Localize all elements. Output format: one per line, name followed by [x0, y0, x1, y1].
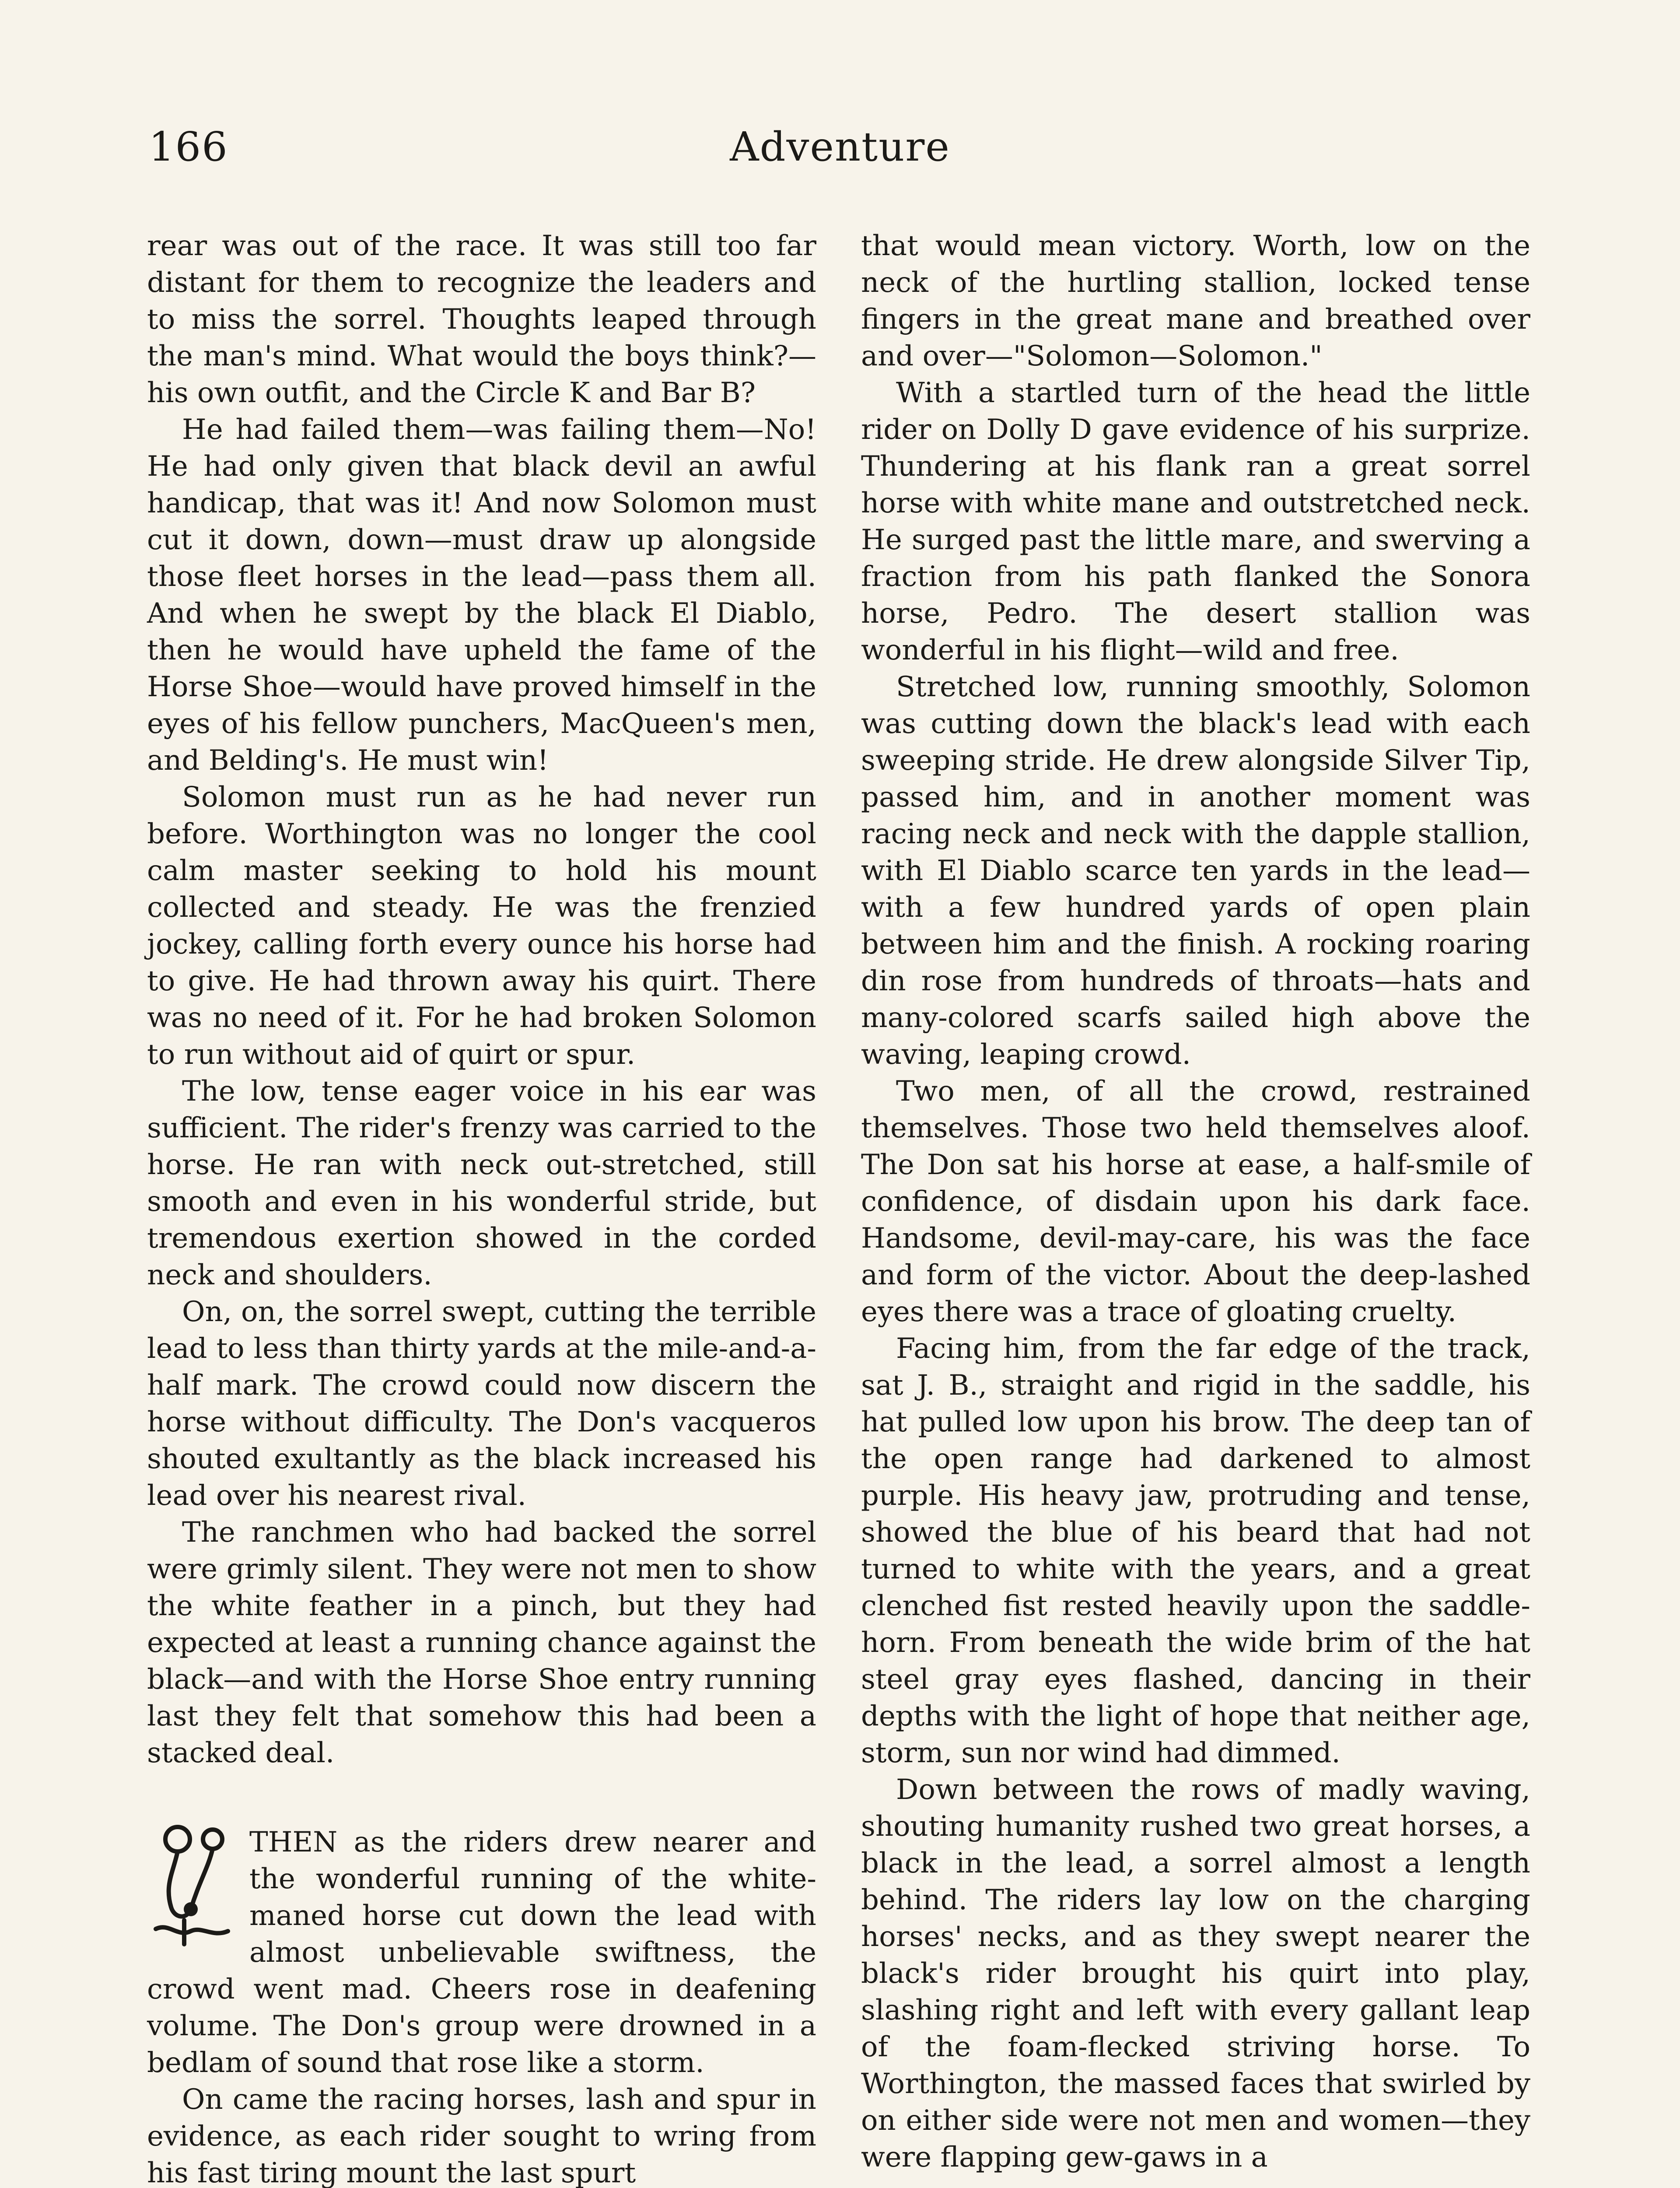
right-column: [861, 228, 1530, 2176]
paragraph: Two men, of all the crowd, restrained themselves. Those two held themselves aloof. The Don sat his horse at ease, a half-smile of confidence, of disdain upon his dark face. Handsome, devil-may-care, his was the face and form of the victor. About the deep-lashed eyes there was a trace of gloating cruelty.: [861, 1075, 1530, 1328]
paragraph: THEN as the riders drew nearer and the wonderful running of the white-maned horse cut down the lead with almost unbelievable swiftness, the crowd went mad. Cheers rose in deafening volume. The Don's group were drowned in a bedlam of sound that rose like a storm.: [147, 1826, 816, 2079]
paragraph: He had failed them—was failing them—No! He had only given that black devil an awful handicap, that was it! And now Solomon must cut it down, down—must draw up alongside those fleet horses in the lead—pass them all. And when he swept by the black El Diablo, then he would have upheld the fame of the Horse Shoe—would have proved himself in the eyes of his fellow punchers, MacQueen's men, and Belding's. He must win!: [147, 414, 816, 777]
paragraph: Facing him, from the far edge of the track, sat J. B., straight and rigid in the saddle, his hat pulled low upon his brow. The deep tan of the open range had darkened to almost purple. His heavy jaw, protruding and tense, showed the blue of his beard that had not turned to white with the years, and a great clenched fist rested heavily upon the saddle-horn. From beneath the wide brim of the hat steel gray eyes flashed, dancing in their depths with the light of hope that neither age, storm, sun nor wind had dimmed.: [861, 1332, 1530, 1769]
paragraph: rear was out of the race. It was still too far distant for them to recognize the leaders and to miss the sorrel. Thoughts leaped through the man's mind. What would the boys think?—his own outfit, and the Circle K and Bar B?: [147, 230, 816, 409]
paragraph: On, on, the sorrel swept, cutting the terrible lead to less than thirty yards at the mile-and-a-half mark. The crowd could now discern the horse without difficulty. The Don's vacqueros shouted exultantly as the black increased his lead over his nearest rival.: [147, 1296, 816, 1512]
paragraph: Down between the rows of madly waving, shouting humanity rushed two great horses, a black in the lead, a sorrel almost a length behind. The riders lay low on the charging horses' necks, and as they swept nearer the black's rider brought his quirt into play, slashing right and left with every gallant leap of the foam-flecked striving horse. To Worthington, the massed faces that swirled by on either side were not men and women—they were flapping gew-gaws in a: [861, 1774, 1530, 2174]
running-head-title: Adventure: [730, 123, 950, 170]
paragraph: Stretched low, running smoothly, Solomon was cutting down the black's lead with each sweeping stride. He drew alongside Silver Tip, passed him, and in another moment was racing neck and neck with the dapple stallion, with El Diablo scarce ten yards in the lead—with a few hundred yards of open plain between him and the finish. A rocking roaring din rose from hundreds of throats—hats and many-colored scarfs sailed high above the waving, leaping crowd.: [861, 671, 1530, 1071]
paragraph: that would mean victory. Worth, low on the neck of the hurtling stallion, locked tense fingers in the great mane and breathed over and over—"Solomon—Solomon.": [861, 230, 1530, 372]
paragraph: The low, tense eager voice in his ear was sufficient. The rider's frenzy was carried to the horse. He ran with neck out-stretched, still smooth and even in his wonderful stride, but tremendous exertion showed in the corded neck and shoulders.: [147, 1075, 816, 1291]
paragraph: Solomon must run as he had never run before. Worthington was no longer the cool calm master seeking to hold his mount collected and steady. He was the frenzied jockey, calling forth every ounce his horse had to give. He had thrown away his quirt. There was no need of it. For he had broken Solomon to run without aid of quirt or spur.: [147, 781, 816, 1071]
paragraph: On came the racing horses, lash and spur in evidence, as each rider sought to wring from his fast tiring mount the last spurt: [147, 2083, 816, 2188]
spur-ornament-icon: [147, 1820, 239, 1951]
paragraph: With a startled turn of the head the little rider on Dolly D gave evidence of his surprize. Thundering at his flank ran a great sorrel horse with white mane and outstretched neck. He surged past the little mare, and swerving a fraction from his path flanked the Sonora horse, Pedro. The desert stallion was wonderful in his flight—wild and free.: [861, 377, 1530, 666]
paragraph: The ranchmen who had backed the sorrel were grimly silent. They were not men to show the white feather in a pinch, but they had expected at least a running chance against the black—and with the Horse Shoe entry running last they felt that somehow this had been a stacked deal.: [147, 1516, 816, 1769]
page-number: 166: [149, 123, 228, 170]
section-break: [147, 1824, 816, 2081]
left-column: [147, 228, 816, 2188]
